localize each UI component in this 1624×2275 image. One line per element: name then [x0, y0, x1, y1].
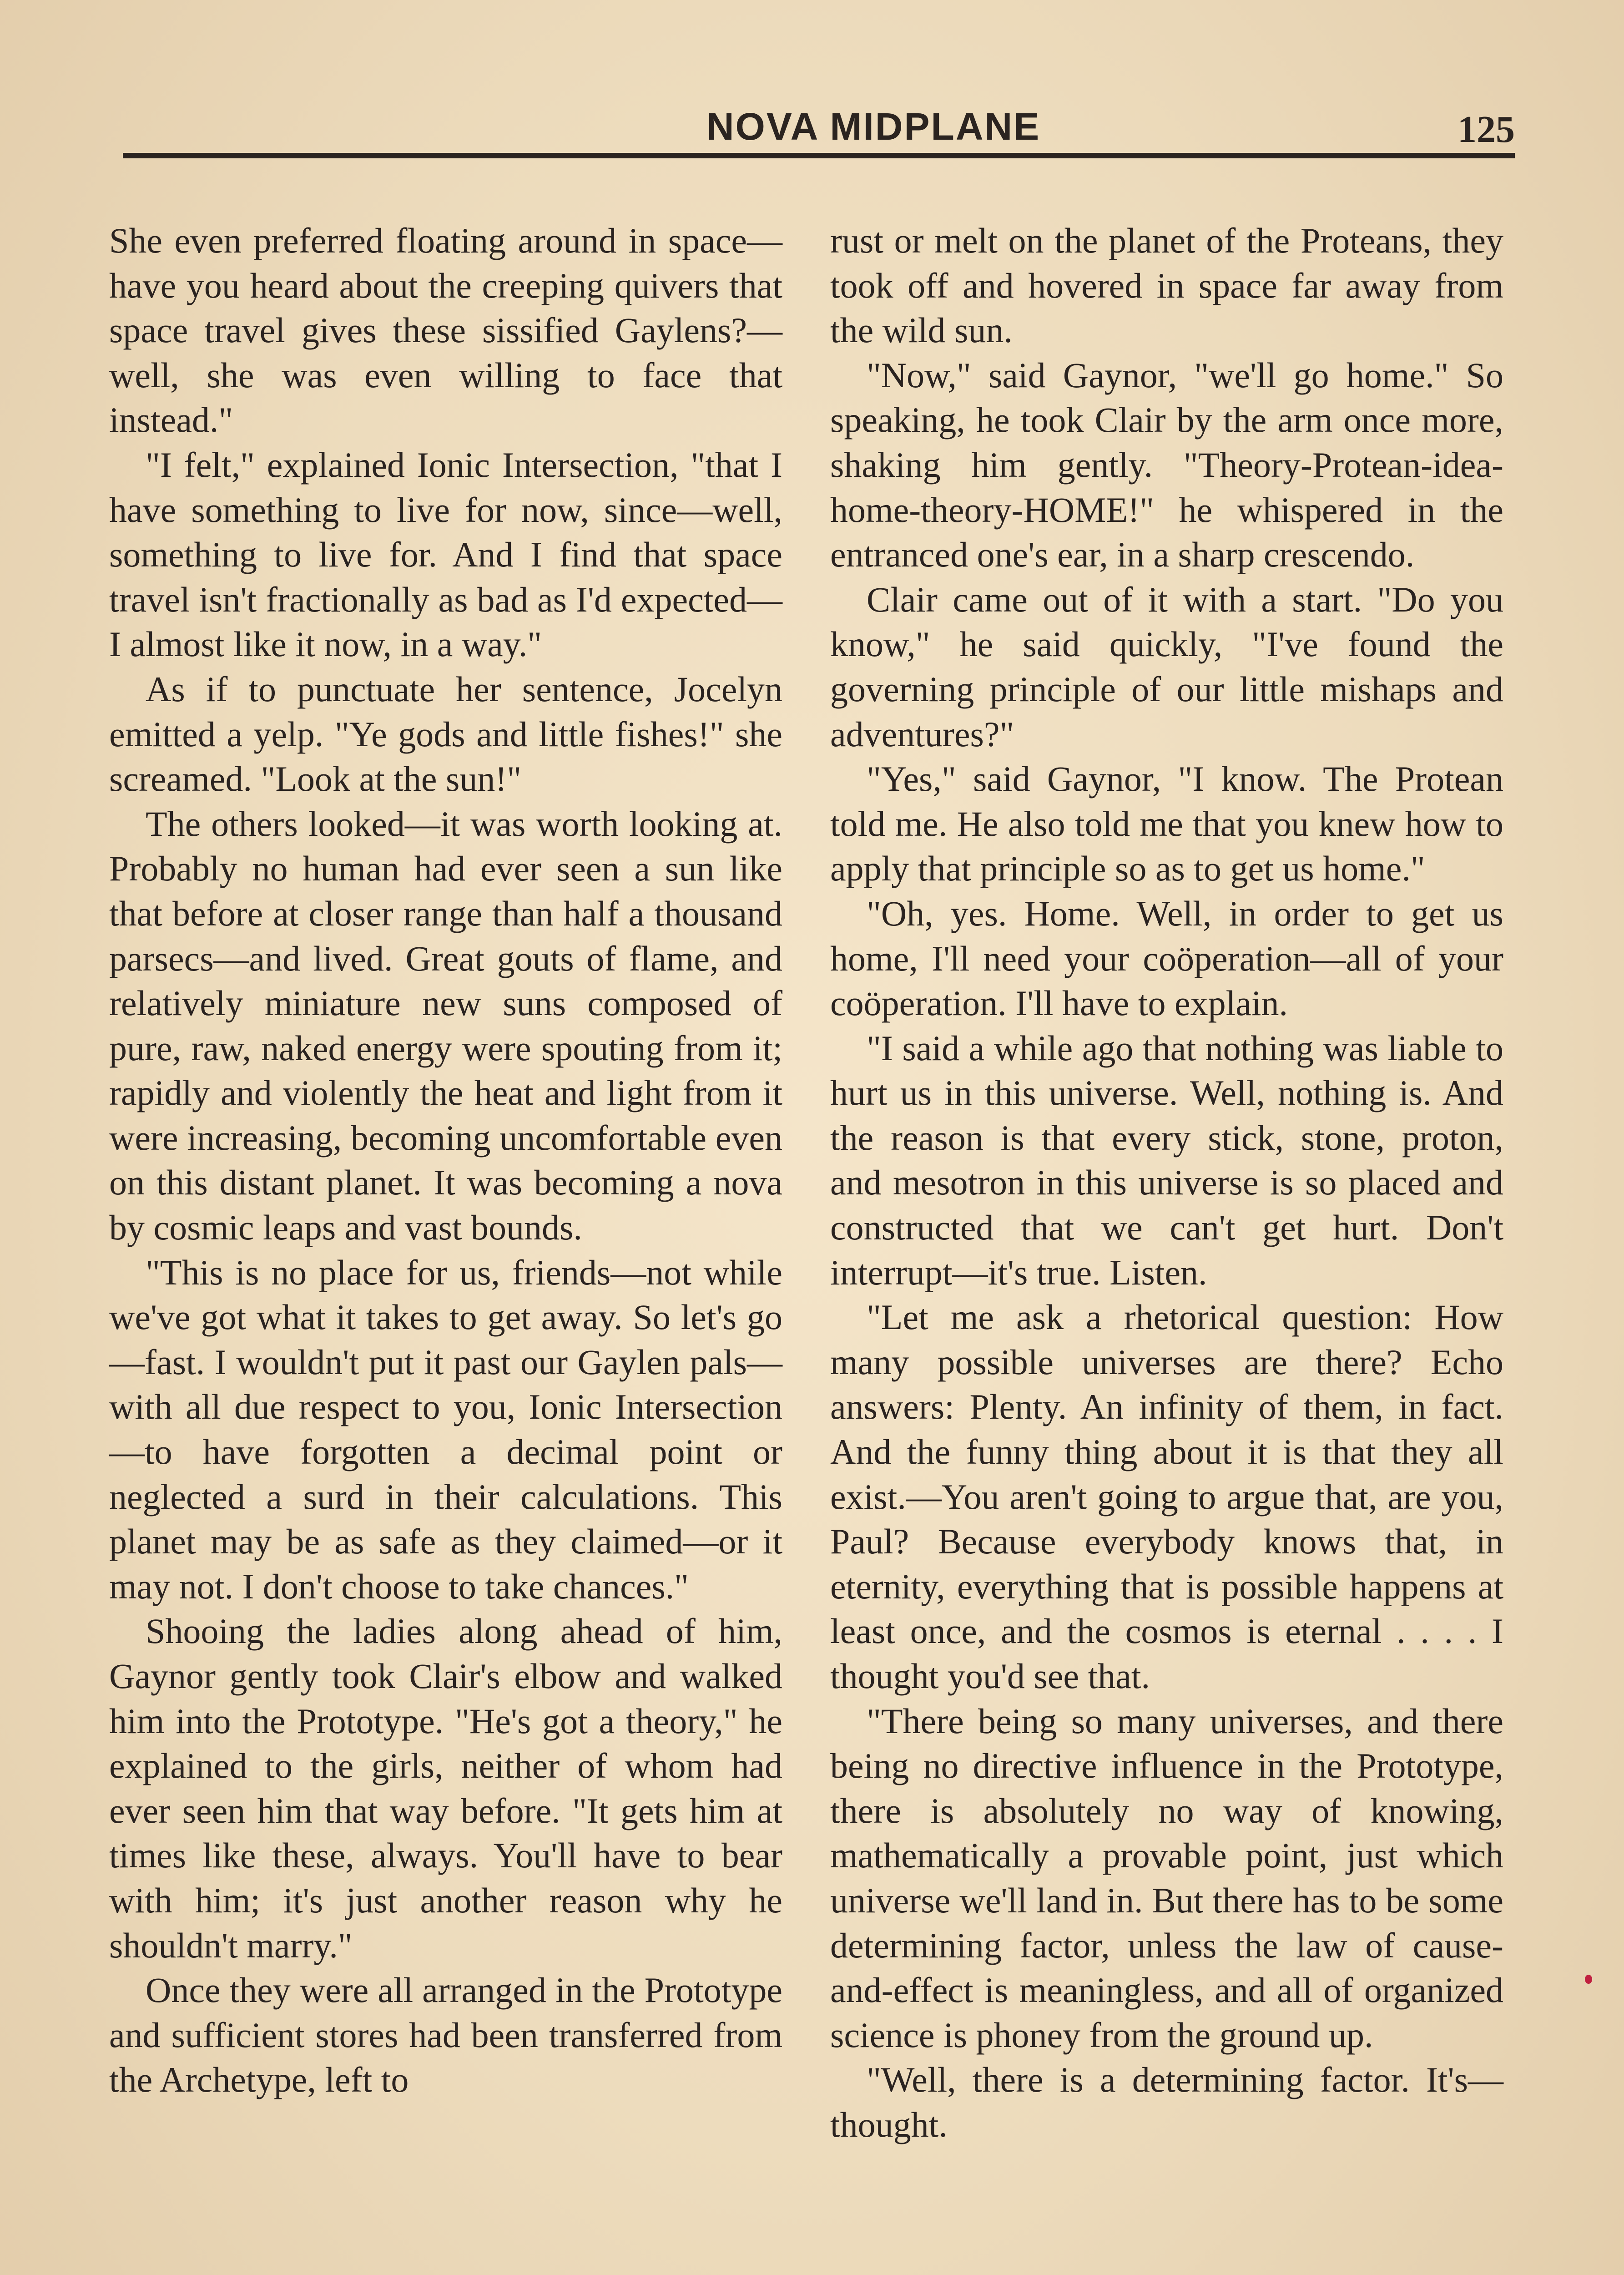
header-rule [123, 153, 1515, 158]
paragraph: She even preferred floating around in space—have you heard about the creeping quivers that space travel gives these sissified Gaylens?—well, she was even willing to face that instead." [109, 221, 782, 440]
paragraph: rust or melt on the planet of the Proteans, they took off and hovered in space far away from the wild sun. [830, 221, 1503, 350]
paragraph: "Let me ask a rhetorical question: How many possible universes are there? Echo answers: Plenty. An infinity of them, in fact. And the funny thing about it is that they all exist.—You aren't going to argue that, are you, Paul? Because everybody knows that, in eternity, everything that is possible happens at least once, and the cosmos is eternal . . . . I thought you'd see that. [830, 1297, 1503, 1696]
paragraph: "Yes," said Gaynor, "I know. The Protean told me. He also told me that you knew how to apply that principle so as to get us home." [830, 759, 1503, 889]
paragraph: "I felt," explained Ionic Intersection, "that I have something to live for now, since—well, something to live for. And I find that space travel isn't fractionally as bad as I'd expected—I almost like it now, in a way." [109, 445, 782, 664]
paragraph: "Now," said Gaynor, "we'll go home." So speaking, he took Clair by the arm once more, shaking him gently. "Theory-Protean-idea-home-theory-HOME!" he whispered in the entranced one's ear, in a sharp crescendo. [830, 355, 1503, 575]
page-number: 125 [1458, 108, 1515, 151]
paragraph: The others looked—it was worth looking at. Probably no human had ever seen a sun like that before at closer range than half a thousand parsecs—and lived. Great gouts of flame, and relatively miniature new suns composed of pure, raw, naked energy were spouting from it; rapidly and violently the heat and light from it were increasing, becoming uncomfortable even on this distant planet. It was becoming a nova by cosmic leaps and vast bounds. [109, 804, 782, 1248]
running-title: NOVA MIDPLANE [706, 105, 1041, 148]
page-header [123, 105, 1515, 155]
paragraph: Shooing the ladies along ahead of him, Gaynor gently took Clair's elbow and walked him into the Prototype. "He's got a theory," he explained to the girls, neither of whom had ever seen him that way before. "It gets him at times like these, always. You'll have to bear with him; it's just another reason why he shouldn't marry." [109, 1611, 782, 1965]
right-column [830, 218, 1503, 2148]
ink-stain [1585, 1975, 1592, 1984]
paragraph: Once they were all arranged in the Prototype and sufficient stores had been transferred from the Archetype, left to [109, 1970, 782, 2100]
paragraph: As if to punctuate her sentence, Jocelyn emitted a yelp. "Ye gods and little fishes!" she screamed. "Look at the sun!" [109, 669, 782, 799]
paragraph: Clair came out of it with a start. "Do you know," he said quickly, "I've found the governing principle of our little mishaps and adventures?" [830, 579, 1503, 754]
paragraph: "This is no place for us, friends—not while we've got what it takes to get away. So let's go—fast. I wouldn't put it past our Gaylen pals—with all due respect to you, Ionic Intersection—to have forgotten a decimal point or neglected a surd in their calculations. This planet may be as safe as they claimed—or it may not. I don't choose to take chances." [109, 1252, 782, 1606]
left-column [109, 218, 782, 2103]
paragraph: "Well, there is a determining factor. It's—thought. [830, 2060, 1503, 2144]
paragraph: "There being so many universes, and there being no directive influence in the Prototype, there is absolutely no way of knowing, mathematically a provable point, just which universe we'll land in. But there has to be some determining factor, unless the law of cause-and-effect is meaningless, and all of organized science is phoney from the ground up. [830, 1701, 1503, 2055]
paragraph: "I said a while ago that nothing was liable to hurt us in this universe. Well, nothing is. And the reason is that every stick, stone, proton, and mesotron in this universe is so placed and constructed that we can't get hurt. Don't interrupt—it's true. Listen. [830, 1028, 1503, 1292]
paragraph: "Oh, yes. Home. Well, in order to get us home, I'll need your coöperation—all of your coöperation. I'll have to explain. [830, 893, 1503, 1023]
